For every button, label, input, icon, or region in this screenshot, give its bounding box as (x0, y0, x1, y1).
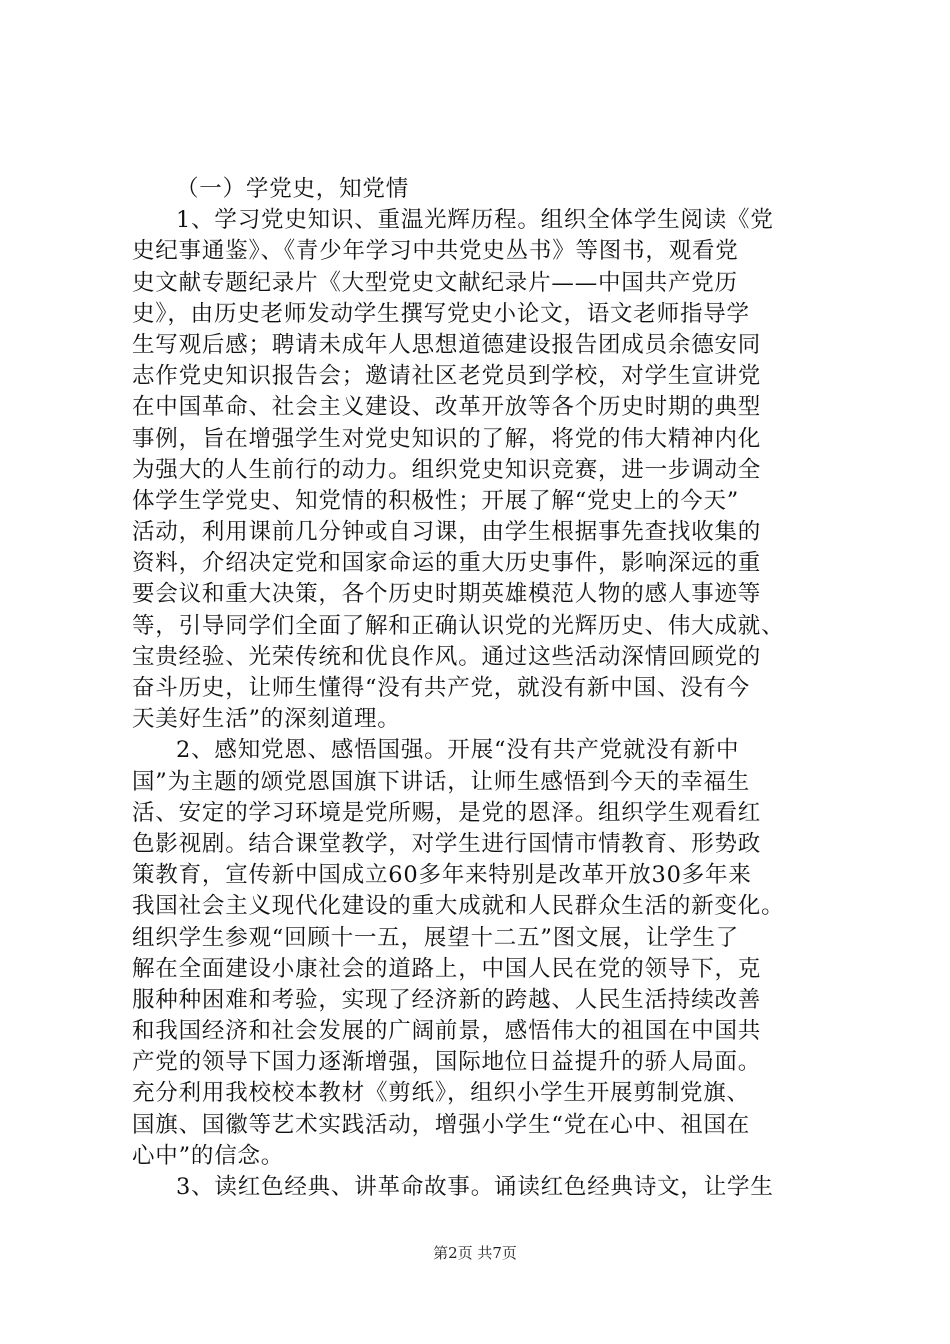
paragraph-1-line: 志作党史知识报告会；邀请社区老党员到学校，对学生宣讲党 (132, 363, 762, 390)
paragraph-1-line: 奋斗历史，让师生懂得“没有共产党，就没有新中国、没有今 (132, 675, 751, 701)
paragraph-2-line: 2、感知党恩、感悟国强。开展“没有共产党就没有新中 (176, 737, 740, 764)
paragraph-1-line: 事例，旨在增强学生对党史知识的了解，将党的伟大精神内化 (132, 425, 762, 452)
paragraph-1-line: 天美好生活”的深刻道理。 (132, 706, 401, 733)
paragraph-1-line: 为强大的人生前行的动力。组织党史知识竞赛，进一步调动全 (132, 456, 762, 483)
paragraph-1-line: 等，引导同学们全面了解和正确认识党的光辉历史、伟大成就、 (132, 612, 785, 639)
paragraph-1-line: 在中国革命、社会主义建设、改革开放等各个历史时期的典型 (132, 394, 762, 421)
paragraph-2-line: 活、安定的学习环境是党所赐，是党的恩泽。组织学生观看红 (132, 799, 762, 826)
paragraph-1-line: 体学生学党史、知党情的积极性；开展了解“党史上的今天” (132, 487, 740, 514)
paragraph-2-line: 和我国经济和社会发展的广阔前景，感悟伟大的祖国在中国共 (132, 1018, 762, 1045)
paragraph-2-line: 组织学生参观“回顾十一五，展望十二五”图文展，让学生了 (132, 924, 740, 951)
paragraph-1-line: 1、学习党史知识、重温光辉历程。组织全体学生阅读《党 (176, 207, 774, 234)
paragraph-2-line: 心中”的信念。 (132, 1142, 285, 1169)
paragraph-1-line: 要会议和重大决策，各个历史时期英雄模范人物的感人事迹等 (132, 581, 762, 608)
paragraph-2-line: 国旗、国徽等艺术实践活动，增强小学生“党在心中、祖国在 (132, 1111, 751, 1138)
paragraph-1-line: 资料，介绍决定党和国家命运的重大历史事件，影响深远的重 (132, 550, 762, 577)
paragraph-3-line: 3、读红色经典、讲革命故事。诵读红色经典诗文，让学生 (176, 1174, 774, 1200)
paragraph-1-line: 史文献专题纪录片《大型党史文献纪录片——中国共产党历 (132, 269, 738, 296)
paragraph-2-line: 服种种困难和考验，实现了经济新的跨越、人民生活持续改善 (132, 986, 762, 1013)
page-number: 第2页 共7页 (433, 1244, 517, 1262)
paragraph-2-line: 策教育，宣传新中国成立60多年来特别是改革开放30多年来 (132, 862, 752, 889)
document-body (132, 174, 832, 1203)
paragraph-1-line: 宝贵经验、光荣传统和优良作风。通过这些活动深情回顾党的 (132, 643, 762, 670)
paragraph-1-line: 史纪事通鉴》、《青少年学习中共党史丛书》等图书，观看党 (132, 238, 739, 265)
paragraph-1-line: 生写观后感；聘请未成年人思想道德建设报告团成员余德安同 (132, 331, 762, 358)
paragraph-1-line: 史》，由历史老师发动学生撰写党史小论文，语文老师指导学 (132, 300, 750, 327)
paragraph-2-line: 充分利用我校校本教材《剪纸》，组织小学生开展剪制党旗、 (132, 1080, 750, 1107)
paragraph-2-line: 国”为主题的颂党恩国旗下讲话，让师生感悟到今天的幸福生 (132, 768, 751, 795)
paragraph-2-line: 产党的领导下国力逐渐增强，国际地位日益提升的骄人局面。 (132, 1049, 762, 1076)
paragraph-2-line: 我国社会主义现代化建设的重大成就和人民群众生活的新变化。 (132, 893, 785, 920)
paragraph-2-line: 色影视剧。结合课堂教学，对学生进行国情市情教育、形势政 (132, 830, 762, 857)
paragraph-1-line: 活动，利用课前几分钟或自习课，由学生根据事先查找收集的 (132, 519, 762, 546)
paragraph-2-line: 解在全面建设小康社会的道路上，中国人民在党的领导下，克 (132, 955, 762, 982)
section-heading: （一）学党史，知党情 (176, 176, 410, 202)
